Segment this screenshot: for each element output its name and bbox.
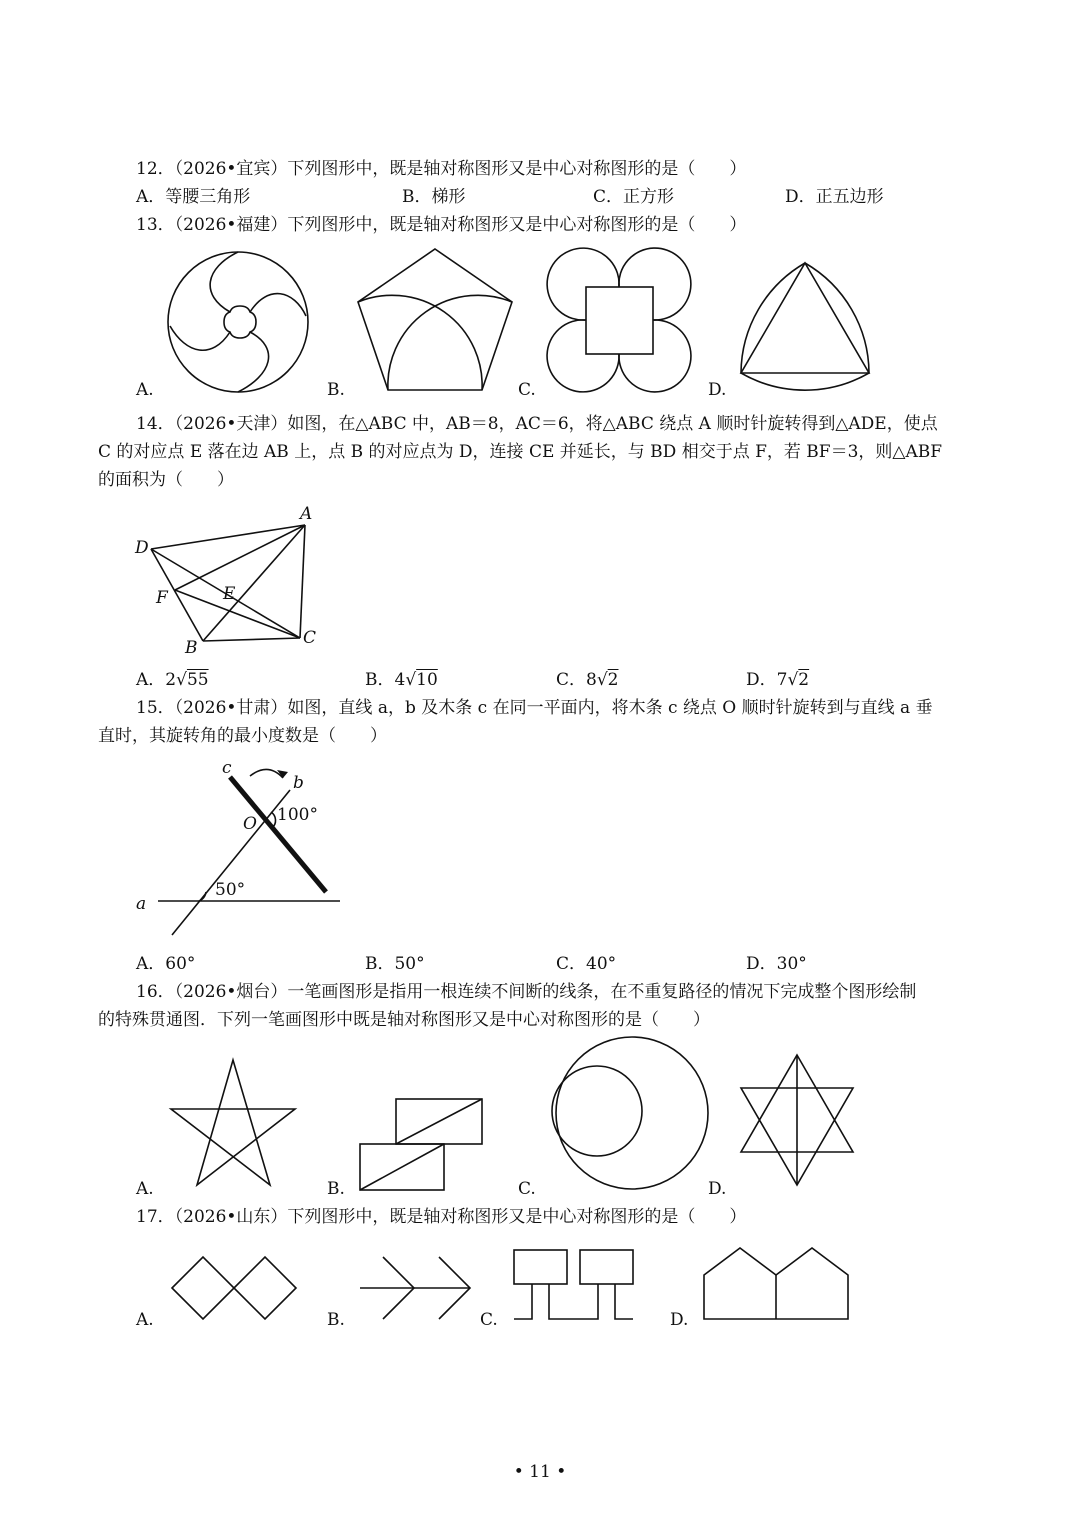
q12-option-d: D．正五边形 [785,187,884,207]
page-number: • 11 • [513,1462,567,1482]
q15-option-c: C．40° [556,954,617,974]
q14-option-d: D．7√2 [746,670,810,690]
q14-option-a: A．2√55 [136,670,209,690]
q15-angle-50: 50° [215,880,246,900]
q15-option-a: A．60° [136,954,196,974]
q15-option-d: D．30° [746,954,807,974]
q17-label-d: D. [670,1310,689,1330]
q14-point-f: F [156,588,168,608]
q12-stem: 12．（2026•宜宾）下列图形中，既是轴对称图形又是中心对称图形的是（ ） [136,159,747,179]
q15-option-b: B．50° [365,954,425,974]
q17-label-b: B. [327,1310,345,1330]
q15-angle-100: 100° [277,805,318,825]
q14-point-c: C [303,628,317,648]
q14-point-e: E [223,584,236,604]
q16-line1: 16．（2026•烟台）一笔画图形是指用一根连续不间断的线条，在不重复路径的情况下完成整个图形绘制 [136,982,917,1002]
q14-line2: C 的对应点 E 落在边 AB 上，点 B 的对应点为 D，连接 CE 并延长，与 BD 相交于点 F，若 BF＝3，则△ABF [98,442,943,462]
q13-label-a: A. [136,380,154,400]
q12-option-a: A．等腰三角形 [136,187,251,207]
q13-label-d: D. [708,380,727,400]
q16-label-b: B. [327,1179,345,1199]
q17-figure-c [514,1250,633,1319]
q13-label-c: C. [518,380,536,400]
q16-label-d: D. [708,1179,727,1199]
q17-figure-a [172,1257,296,1319]
q15-label-a: a [136,894,147,914]
q14-point-b: B [185,638,198,658]
q12-option-c: C．正方形 [593,187,675,207]
q15-label-o: O [243,814,257,834]
q16-line2: 的特殊贯通图．下列一笔画图形中既是轴对称图形又是中心对称图形的是（ ） [98,1010,710,1030]
q15-line1: 15．（2026•甘肃）如图，直线 a，b 及木条 c 在同一平面内，将木条 c 绕点 O 顺时针旋转到与直线 a 垂 [136,698,933,718]
q17-figure-b [360,1257,470,1319]
q17-figure-d [704,1248,848,1319]
q13-label-b: B. [327,380,345,400]
q14-point-d: D [135,538,149,558]
q15-label-c: c [222,758,232,778]
q12-option-b: B．梯形 [402,187,466,207]
q15-line2: 直时，其旋转角的最小度数是（ ） [98,726,387,746]
q17-stem: 17．（2026•山东）下列图形中，既是轴对称图形又是中心对称图形的是（ ） [136,1207,747,1227]
q17-label-c: C. [480,1310,498,1330]
q17-label-a: A. [136,1310,154,1330]
q14-option-b: B．4√10 [365,670,438,690]
q14-line3: 的面积为（ ） [98,470,234,490]
q14-point-a: A [300,504,313,524]
q16-label-c: C. [518,1179,536,1199]
q15-label-b: b [293,773,304,793]
q13-stem: 13．（2026•福建）下列图形中，既是轴对称图形又是中心对称图形的是（ ） [136,215,747,235]
q14-line1: 14．（2026•天津）如图，在△ABC 中，AB＝8，AC＝6，将△ABC 绕点 A 顺时针旋转得到△ADE，使点 [136,414,938,434]
q14-option-c: C．8√2 [556,670,619,690]
q16-label-a: A. [136,1179,154,1199]
